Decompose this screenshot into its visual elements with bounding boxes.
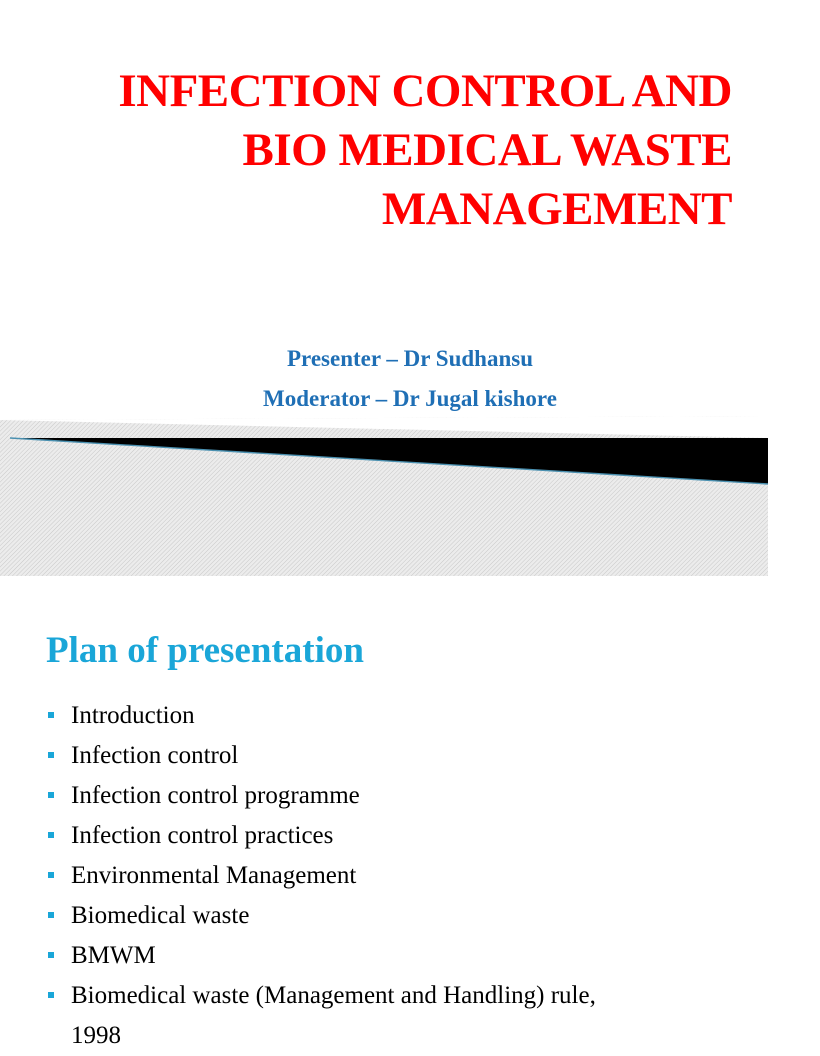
agenda-item [46, 816, 736, 856]
agenda-item [46, 976, 736, 1016]
decorative-banner [0, 380, 768, 576]
slide-title-line-3: MANAGEMENT [381, 183, 732, 235]
slide-title-line-1: INFECTION CONTROL AND [118, 65, 732, 117]
bullet-icon [48, 872, 54, 878]
bullet-icon [48, 752, 54, 758]
agenda-item-text: Biomedical waste (Management and Handling) rule, [71, 982, 596, 1009]
agenda-item-continuation [46, 1016, 736, 1056]
bullet-icon [48, 792, 54, 798]
slide-title-line-2: BIO MEDICAL WASTE [242, 124, 732, 176]
agenda-item-text: 1998 [71, 1022, 121, 1049]
bullet-icon [48, 912, 54, 918]
agenda-list [46, 696, 736, 1056]
agenda-item-text: Infection control practices [71, 822, 334, 849]
agenda-heading: Plan of presentation [46, 630, 364, 671]
bullet-icon [48, 952, 54, 958]
agenda-slide [0, 576, 768, 1049]
bullet-icon [48, 712, 54, 718]
slide-title [32, 62, 732, 239]
bullet-icon [48, 992, 54, 998]
presenter-line: Presenter – Dr Sudhansu [286, 346, 533, 371]
agenda-item [46, 776, 736, 816]
agenda-item-text: Biomedical waste [71, 902, 250, 929]
agenda-item [46, 896, 736, 936]
agenda-item [46, 696, 736, 736]
agenda-item-text: Introduction [71, 702, 195, 729]
bullet-icon [48, 832, 54, 838]
agenda-item-text: Environmental Management [71, 862, 357, 889]
agenda-item-text: Infection control programme [71, 782, 360, 809]
moderator-line: Moderator – Dr Jugal kishore [263, 386, 557, 411]
agenda-item [46, 736, 736, 776]
agenda-item-text: BMWM [71, 942, 156, 969]
agenda-item-text: Infection control [71, 742, 239, 769]
agenda-item [46, 936, 736, 976]
agenda-item [46, 856, 736, 896]
